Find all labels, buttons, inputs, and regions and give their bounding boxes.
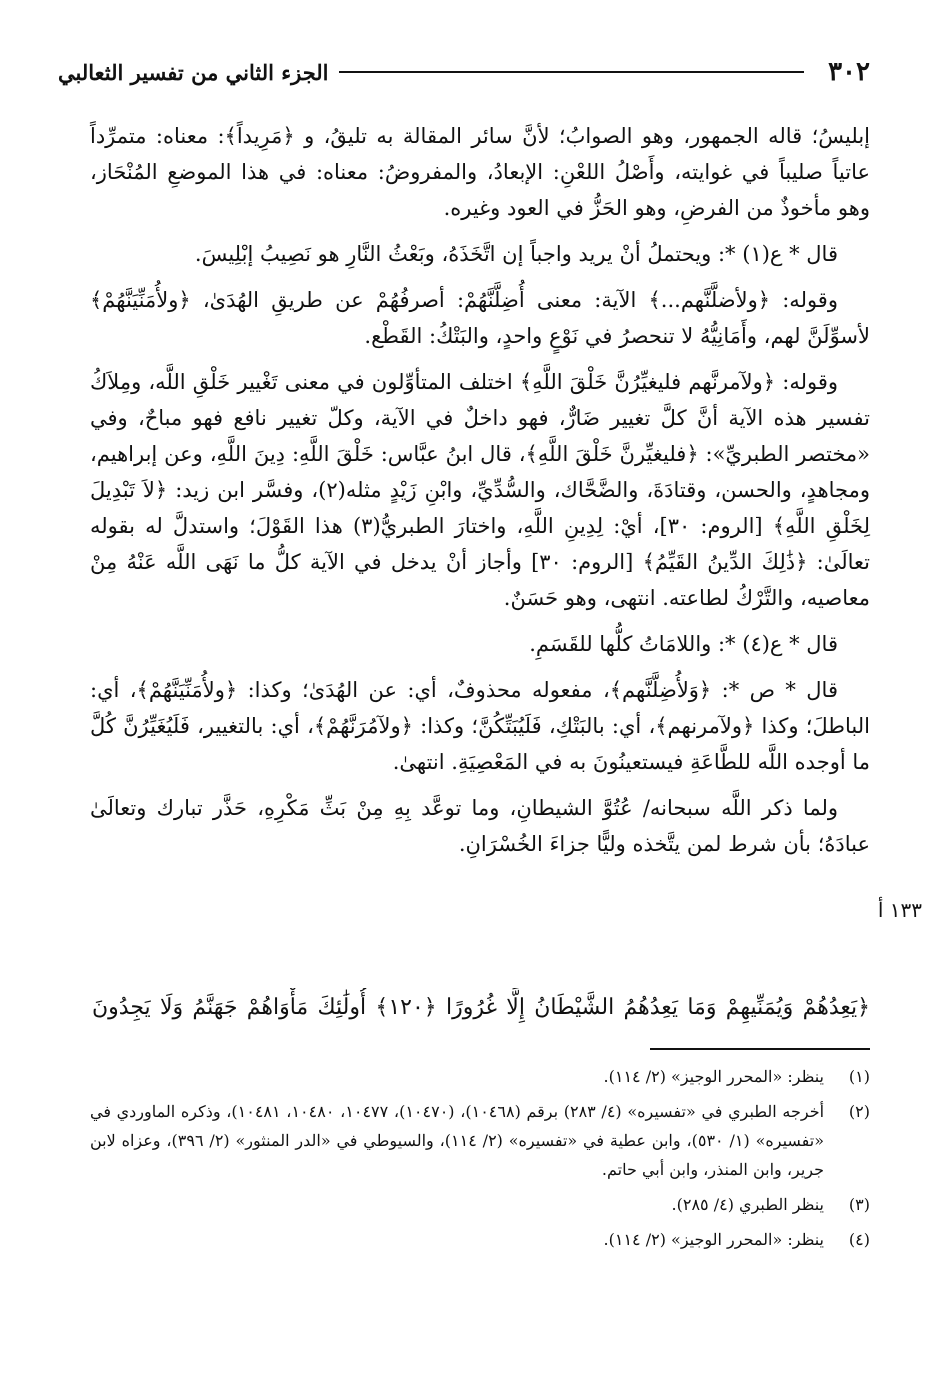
quran-verse: ﴿يَعِدُهُمْ وَيُمَنِّيهِمْ وَمَا يَعِدُهُمُ الشَّيْطَانُ إِلَّا غُرُورًا ﴿١٢٠﴾ أُولَٰئِكَ مَأْوَاهُمْ جَهَنَّمُ وَلَا يَجِدُونَ bbox=[92, 995, 870, 1020]
paragraph-1: إبليسُ؛ قاله الجمهور، وهو الصوابُ؛ لأنَّ سائر المقالة به تليقُ، و ﴿مَرِيداً﴾: معناه: متمرِّداً عاتياً صليباً في غوايته، وأَصْلُ اللعْنِ: الإبعادُ، والمفروضُ: معناه: في هذا الموضعِ المُنْحَاز، وهو مأخوذٌ من الفرضِ، وهو الحَزُّ في العود وغيره. bbox=[90, 124, 870, 220]
footnote-number: (٤) bbox=[848, 1230, 870, 1249]
footnote-number: (٣) bbox=[848, 1195, 870, 1214]
manuscript-margin-note: ١٣٣ أ bbox=[877, 898, 922, 922]
page-header bbox=[58, 50, 870, 94]
paragraph-2: قال * ع(١) *: ويحتملُ أنْ يريد واجباً إن اتَّخَذَهُ، وبَعْثُ النَّارِ هو نَصِيبُ إبْلِيسَ. bbox=[194, 242, 838, 266]
header-rule bbox=[339, 71, 805, 73]
footnote-text: ينظر الطبري (٤/ ٢٨٥). bbox=[671, 1195, 824, 1214]
main-text bbox=[90, 118, 870, 868]
footnotes bbox=[90, 1062, 870, 1260]
footnote-text: أخرجه الطبري في «تفسيره» (٤/ ٢٨٣) برقم (١٠٤٦٨)، (١٠٤٧٠)، ١٠٤٧٧، ١٠٤٨٠، ١٠٤٨١)، وذكره الماوردي في «تفسيره» (١/ ٥٣٠)، وابن عطية في «تفسيره» (٢/ ١١٤)، والسيوطي في «الدر المنثور» (٢/ ٣٩٦)، وعزاه لابن جرير، وابن المنذر، وابن أبي حاتم. bbox=[90, 1102, 825, 1179]
footnote-item bbox=[90, 1190, 870, 1219]
paragraph-3: وقوله: ﴿ولأضلَّنَّهم...﴾ الآية: معنى أُضِلَّنَّهُمْ: أصرفُهُمْ عن طريقِ الهُدَىٰ، ﴿ولأُمَنِّيَنَّهُمْ﴾ لأسوِّلَنَّ لهم، وأَمَانِيُّهُ لا تنحصرُ في نَوْعٍ واحدٍ، والبَتْكُ: القَطْع. bbox=[90, 288, 870, 348]
footnote-rule bbox=[650, 1048, 870, 1050]
footnote-text: ينظر: «المحرر الوجيز» (٢/ ١١٤). bbox=[603, 1067, 824, 1086]
paragraph-7: ولما ذكر اللَّه سبحانه/ عُتُوَّ الشيطانِ، وما توعَّد بِهِ مِنْ بَثِّ مَكْرِهِ، حَذَّر تبارك وتعالَىٰ عبادَهُ؛ بأن شرط لمن يتَّخذه وليًّا جزاءَ الخُسْرَانِ. bbox=[90, 796, 870, 856]
paragraph-4: وقوله: ﴿ولآمرنَّهم فليغيِّرُنَّ خَلْقَ اللَّهِ﴾ اختلف المتأوِّلون في معنى تَغْيير خَلْقِ اللَّه، ومِلاَكُ تفسير هذه الآية أنَّ كلَّ تغيير ضَارٌّ، فهو داخلٌ في الآية، وكلّ تغيير نافع فهو مباحٌ، وفي «مختصر الطبريِّ»: ﴿فليغيِّرنَّ خَلْقَ اللَّهِ﴾، قال ابنُ عبَّاس: خَلْقَ اللَّهِ: دِينَ اللَّهِ، وعن إبراهيم، ومجاهدٍ، والحسن، وقتادَةَ، والضَّحَّاك، والسُّدِّيِّ، وابْنِ زَيْدٍ مثله(٢)، وفسَّر ابن زيد: ﴿لاَ تَبْدِيلَ لِخَلْقِ اللَّهِ﴾ [الروم: ٣٠]، أيْ: لِدِينِ اللَّهِ، واختارَ الطبريُّ(٣) هذا القَوْلَ؛ واستدلَّ له بقوله تعالَىٰ: ﴿ذَٰلِكَ الدِّينُ القَيِّمُ﴾ [الروم: ٣٠] وأجاز أنْ يدخل في الآية كلُّ ما نَهَى اللَّه عَنْهُ مِنْ معاصيه، والتَّرْكُ لطاعته. انتهى، وهو حَسَنٌ. bbox=[90, 370, 870, 610]
running-title: الجزء الثاني من تفسير الثعالبي bbox=[58, 59, 329, 85]
page-number: ٣٠٢ bbox=[828, 57, 870, 87]
footnote-item bbox=[90, 1062, 870, 1091]
footnote-item bbox=[90, 1225, 870, 1254]
paragraph-5: قال * ع(٤) *: واللامَاتُ كلُّها للقَسَمِ. bbox=[529, 632, 838, 656]
footnote-number: (٢) bbox=[848, 1102, 870, 1121]
footnote-text: ينظر: «المحرر الوجيز» (٢/ ١١٤). bbox=[603, 1230, 824, 1249]
footnote-item bbox=[90, 1097, 870, 1184]
footnote-number: (١) bbox=[848, 1067, 870, 1086]
paragraph-6: قال * ص *: ﴿وَلأُضِلَّنَّهم﴾، مفعوله محذوفٌ، أي: عن الهُدَىٰ؛ وكذا: ﴿ولأُمَنِّيَنَّهُمْ﴾، أي: الباطلَ؛ وكذا ﴿ولآمرنهم﴾، أي: بالبَتْكِ، فَلَيُبَتِّكُنَّ؛ وكذا: ﴿ولآمُرَنَّهُمْ﴾، أي: بالتغيير، فَلَيُغَيِّرُنَّ كُلَّ ما أوجده اللَّه للطَّاعَةِ فيستعينُونَ به في المَعْصِيَةِ. انتهىٰ. bbox=[90, 678, 870, 774]
